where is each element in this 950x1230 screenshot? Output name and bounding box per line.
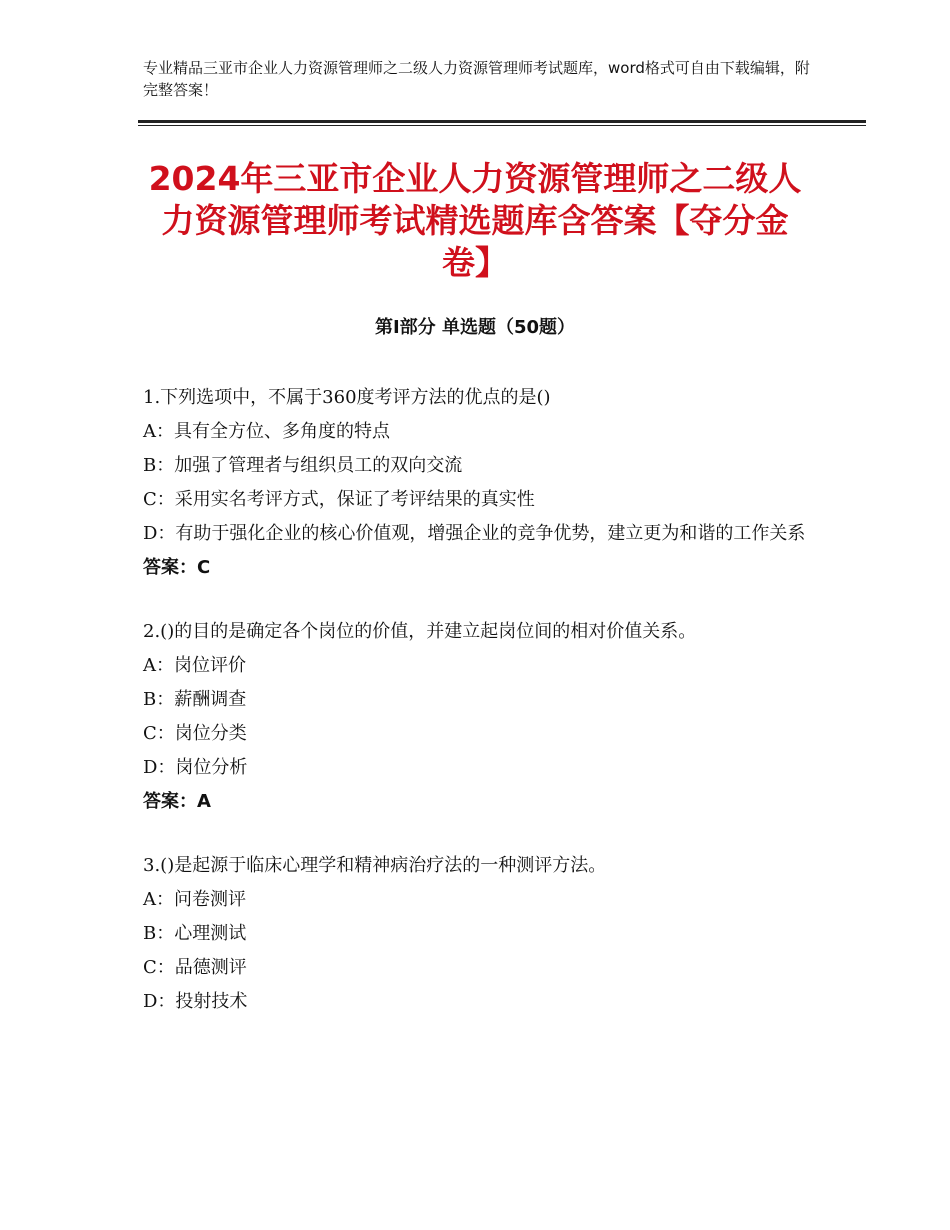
- header-rule-thin: [138, 125, 866, 126]
- question-3: [143, 849, 813, 1019]
- option-d: D：投射技术: [143, 991, 248, 1012]
- answer: 答案：C: [143, 557, 211, 578]
- question-2: [143, 615, 813, 819]
- option-a: A：岗位评价: [143, 655, 246, 676]
- option-c: C：岗位分类: [143, 723, 247, 744]
- option-a: A：问卷测评: [143, 889, 246, 910]
- question-list: [143, 381, 813, 1049]
- question-stem: 3.()是起源于临床心理学和精神病治疗法的一种测评方法。: [143, 855, 607, 876]
- header-rule-thick: [138, 120, 866, 123]
- option-d: D：岗位分析: [143, 757, 248, 778]
- option-c: C：采用实名考评方式，保证了考评结果的真实性: [143, 489, 535, 510]
- answer: 答案：A: [143, 791, 211, 812]
- header-note: 专业精品三亚市企业人力资源管理师之二级人力资源管理师考试题库，word格式可自由下载编辑，附完整答案！: [143, 59, 810, 99]
- section-title: 第Ⅰ部分 单选题（50题）: [374, 317, 575, 338]
- option-c: C：品德测评: [143, 957, 247, 978]
- option-b: B：加强了管理者与组织员工的双向交流: [143, 455, 463, 476]
- option-b: B：心理测试: [143, 923, 247, 944]
- option-d: D：有助于强化企业的核心价值观，增强企业的竞争优势，建立更为和谐的工作关系: [143, 523, 806, 544]
- option-a: A：具有全方位、多角度的特点: [143, 421, 390, 442]
- question-stem: 2.()的目的是确定各个岗位的价值，并建立起岗位间的相对价值关系。: [143, 621, 697, 642]
- document-title: 2024年三亚市企业人力资源管理师之二级人力资源管理师考试精选题库含答案【夺分金卷】: [148, 159, 802, 282]
- option-b: B：薪酬调查: [143, 689, 247, 710]
- question-1: [143, 381, 813, 585]
- question-stem: 1.下列选项中，不属于360度考评方法的优点的是(): [143, 387, 551, 408]
